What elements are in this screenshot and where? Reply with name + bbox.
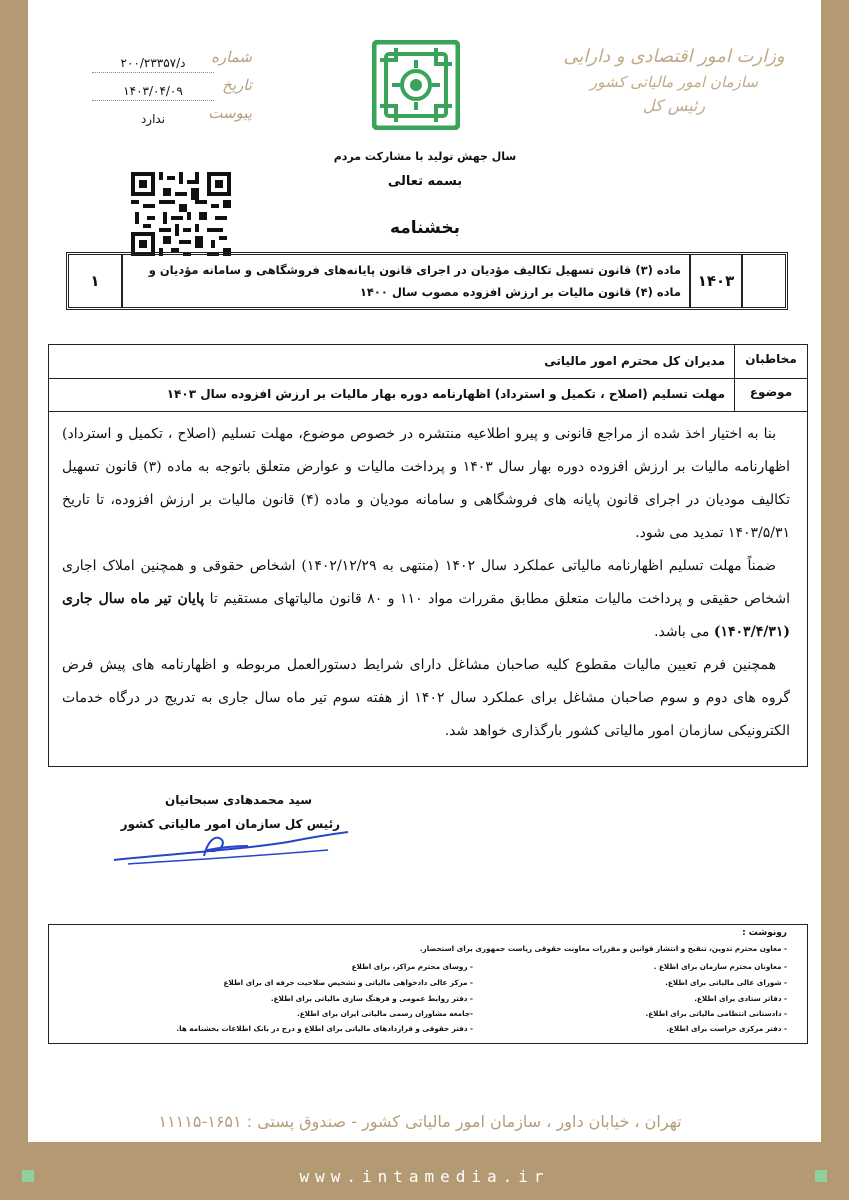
cc-item: - دفتر حقوقی و قراردادهای مالیاتی برای اطلاع و درج در بانک اطلاعات بخشنامه ها. (176, 1024, 473, 1033)
cc-item: - معاونان محترم سازمان برای اطلاع . (653, 962, 787, 971)
cc-item: - شورای عالی مالیاتی برای اطلاع. (665, 978, 787, 987)
body-paragraph-3: همچنین فرم تعیین مالیات مقطوع کلیه صاحبان مشاغل دارای شرایط دستورالعمل مربوطه و اظهارنامه های پیش فرض گروه های دوم و سوم صاحبان مشاغل برای عملکرد سال ۱۴۰۲ از هفته سوم تیر ماه سال جاری به تدریج در درگاه خدمات الکترونیکی سازمان امور مالیاتی کشور بارگذاری خواهد شد. (62, 657, 790, 739)
number-value: د/۲۰۰/۲۳۳۵۷ (92, 56, 214, 73)
cc-item: - دفتر روابط عمومی و فرهنگ سازی مالیاتی برای اطلاع. (270, 994, 473, 1003)
letter-meta (92, 48, 252, 132)
corner-square-icon (22, 1170, 34, 1182)
tax-organization-logo-icon (372, 40, 460, 130)
signature-block (100, 790, 360, 834)
body-paragraph-2-end: می باشد. (654, 624, 710, 640)
ministry-letterhead (554, 44, 794, 118)
body-paragraph-2 (62, 550, 790, 649)
number-label: شماره (211, 48, 252, 66)
circular-info-table (66, 252, 788, 310)
addressee-row (49, 345, 807, 379)
body-paragraph-2-start: ضمناً مهلت تسلیم اظهارنامه مالیاتی عملکرد سال ۱۴۰۲ (منتهی به ۱۴۰۲/۱۲/۲۹) اشخاص حقوقی و همچنین املاک اجاری اشخاص حقیقی و پرداخت مالیات متعلق مطابق مقررات مواد ۱۱۰ و ۸۰ قانون مالیاتهای مستقیم تا (62, 558, 791, 607)
addressee-value: مدیران کل محترم امور مالیاتی (544, 354, 725, 368)
attachment-row (92, 104, 252, 132)
frame-right-border (821, 0, 849, 1200)
cc-item: - مرکز عالی دادخواهی مالیاتی و تشخیص صلاحیت حرفه ای برای اطلاع (223, 978, 473, 987)
addressee-label: مخاطبان (734, 345, 807, 378)
subject-row (49, 378, 807, 411)
year-slogan: سال جهش تولید با مشارکت مردم (333, 150, 517, 163)
signatory-name: سید محمدهادی سبحانیان (164, 793, 312, 807)
document-type: بخشنامه (389, 218, 461, 238)
subject-value: مهلت تسلیم (اصلاح ، تکمیل و استرداد) اظهارنامه دوره بهار مالیات بر ارزش افزوده سال ۱۴۰۳ (166, 387, 725, 401)
corner-square-icon (815, 1170, 827, 1182)
cc-item: - روسای محترم مراکز، برای اطلاع (351, 962, 473, 971)
bismillah: بسمه تعالی (387, 174, 463, 189)
cc-item: - دادستانی انتظامی مالیاتی برای اطلاع. (645, 1009, 787, 1018)
cc-item: -جامعه مشاوران رسمی مالیاتی ایران برای اطلاع. (297, 1009, 473, 1018)
footer-website-link[interactable]: www.intamedia.ir (299, 1167, 550, 1186)
addressee-table (48, 344, 808, 412)
attachment-label: پیوست (208, 104, 252, 122)
circular-year: ۱۴۰۳ (689, 255, 741, 307)
signatory-title: رئیس کل سازمان امور مالیاتی کشور (120, 817, 340, 831)
letter-body (62, 418, 790, 748)
date-row (92, 76, 252, 104)
footer-address: تهران ، خیابان داور ، سازمان امور مالیاتی کشور - صندوق پستی : ۱۶۵۱-۱۱۱۱۵ (158, 1112, 682, 1131)
date-value: ۱۴۰۳/۰۴/۰۹ (92, 84, 214, 101)
body-paragraph-1: بنا به اختیار اخذ شده از مراجع قانونی و پیرو اطلاعیه منتشره در خصوص موضوع، مهلت تسلیم (اصلاح ، تکمیل و استرداد) اظهارنامه مالیات بر ارزش افزوده دوره بهار سال ۱۴۰۳ و پرداخت مالیات و عوارض متعلق باتوجه به ماده (۳) قانون تسهیل تکالیف مودیان در اجرای قانون پایانه های فروشگاهی و سامانه مودیان و ماده (۴) قانون مالیات بر ارزش افزوده، تا تاریخ ۱۴۰۳/۵/۳۱ تمدید می شود. (62, 426, 790, 541)
cc-item: - دفاتر ستادی برای اطلاع. (694, 994, 787, 1003)
circular-empty-cell (741, 255, 785, 307)
ministry-name: وزارت امور اقتصادی و دارایی (563, 46, 785, 67)
subject-label: موضوع (734, 378, 807, 411)
office-title: رئیس کل (642, 96, 706, 115)
organization-name: سازمان امور مالیاتی کشور (590, 73, 758, 91)
number-row (92, 48, 252, 76)
circular-number: ۱ (90, 272, 100, 290)
qr-code-icon (131, 172, 231, 256)
cc-item: - معاون محترم تدوین، تنقیح و انتشار قوانین و مقررات معاونت حقوقی ریاست جمهوری برای استحضار. (419, 944, 787, 953)
deadline-highlight: پایان تیر ماه سال جاری (۱۴۰۳/۴/۳۱) (62, 591, 790, 640)
cc-title: رونوشت : (742, 928, 787, 938)
frame-left-border (0, 0, 28, 1200)
date-label: تاریخ (222, 76, 252, 94)
cc-item: - دفتر مرکزی حراست برای اطلاع. (666, 1024, 787, 1033)
handwritten-signature-icon (108, 810, 358, 870)
attachment-value: ندارد (140, 112, 166, 126)
circular-subject: ماده (۳) قانون تسهیل تکالیف مؤدیان در اجرای قانون پایانه‌های فروشگاهی و سامانه مؤدیان و ماده (۴) قانون مالیات بر ارزش افزوده مصوب سال ۱۴۰۰ (121, 255, 689, 307)
